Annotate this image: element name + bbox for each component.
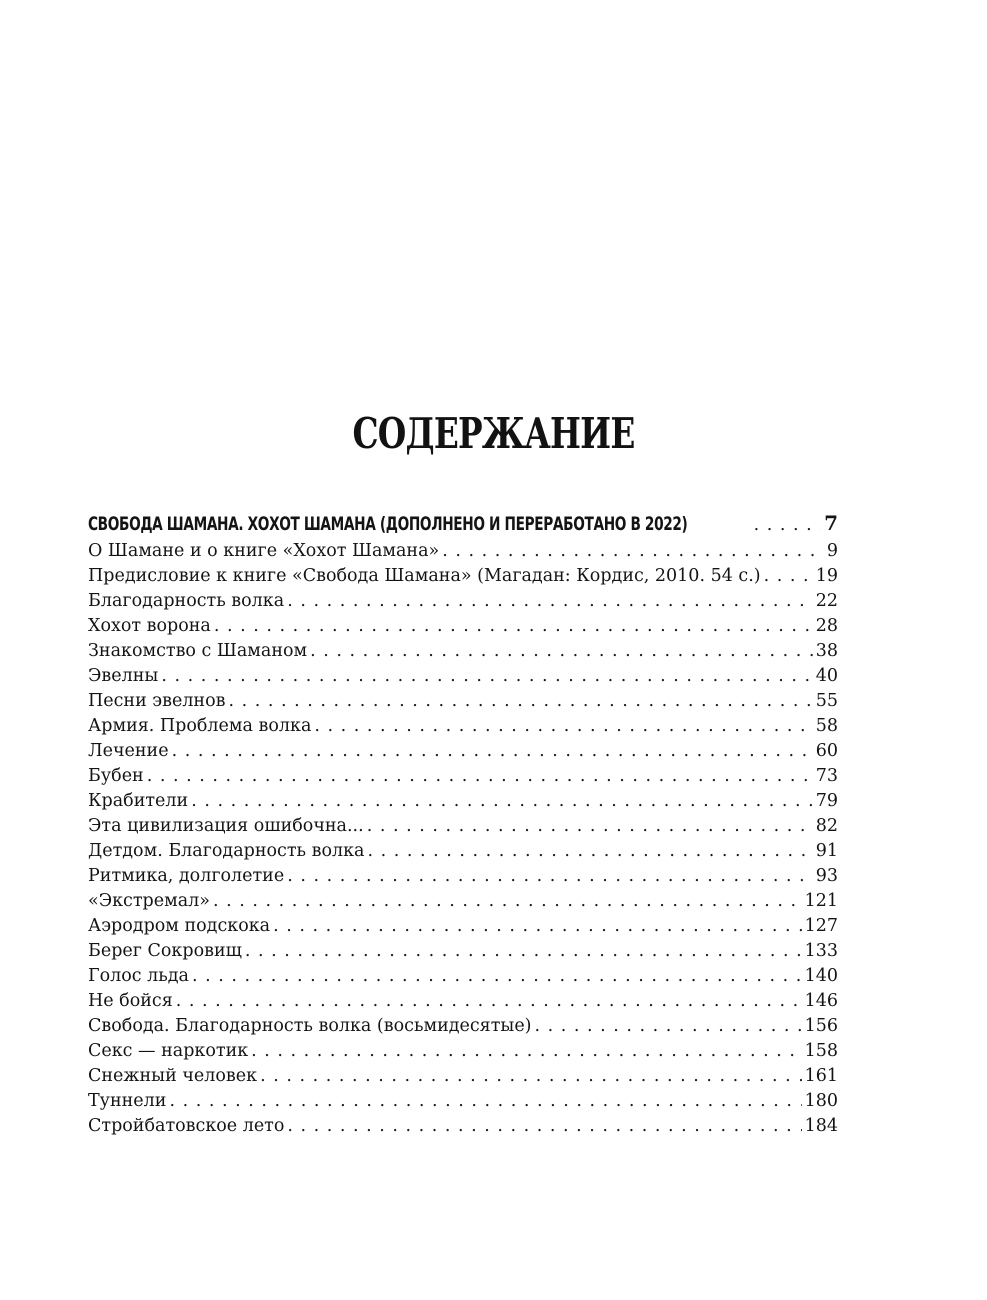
toc-entry[interactable]: [88, 1089, 838, 1114]
toc-page-number: 184: [804, 1116, 838, 1136]
toc-entry-title: Эвелны: [88, 666, 159, 686]
toc-entry[interactable]: [88, 1064, 838, 1089]
toc-entry-title: Туннели: [88, 1091, 167, 1111]
toc-entry[interactable]: [88, 689, 838, 714]
toc-entry-title: Свобода. Благодарность волка (восьмидесятые): [88, 1016, 532, 1036]
toc-entry[interactable]: [88, 1014, 838, 1039]
toc-entry[interactable]: [88, 664, 838, 689]
toc-page-number: 73: [815, 766, 838, 786]
toc-entry-title: Хохот ворона: [88, 616, 211, 636]
toc-entry-title: О Шамане и о книге «Хохот Шамана»: [88, 541, 440, 561]
toc-page-number: 9: [826, 541, 838, 561]
toc-leader-dots: [764, 564, 813, 589]
toc-entry-title: «Экстремал»: [88, 891, 210, 911]
toc-entry[interactable]: [88, 889, 838, 914]
toc-entry[interactable]: [88, 939, 838, 964]
toc-entry-title: Снежный человек: [88, 1066, 258, 1086]
toc-page-number: 82: [815, 816, 838, 836]
toc-leader-dots: [192, 964, 802, 989]
toc-page-number: 58: [815, 716, 838, 736]
toc-entry[interactable]: [88, 764, 838, 789]
toc-entry[interactable]: [88, 739, 838, 764]
table-of-contents: [88, 507, 838, 1139]
toc-entry[interactable]: [88, 989, 838, 1014]
toc-entry-title: Ритмика, долголетие: [88, 866, 285, 886]
toc-entry-title: Не бойся: [88, 991, 173, 1011]
toc-leader-dots: [161, 664, 812, 689]
toc-section-title: СВОБОДА ШАМАНА. ХОХОТ ШАМАНА (ДОПОЛНЕНО И ПЕРЕРАБОТАНО В 2022): [88, 513, 688, 535]
toc-page-number: 156: [804, 1016, 838, 1036]
toc-leader-dots: [368, 839, 813, 864]
toc-entry[interactable]: [88, 964, 838, 989]
toc-page-number: 38: [815, 641, 838, 661]
toc-section-header[interactable]: [88, 507, 838, 539]
toc-page-number: 158: [804, 1041, 838, 1061]
toc-page-number: 140: [804, 966, 838, 986]
toc-entry-title: Голос льда: [88, 966, 189, 986]
toc-page-number: 161: [804, 1066, 838, 1086]
toc-leader-dots: [229, 689, 813, 714]
toc-page-number: 180: [804, 1091, 838, 1111]
toc-leader-dots: [535, 1014, 802, 1039]
toc-leader-dots: [191, 789, 813, 814]
toc-page-number: 60: [815, 741, 838, 761]
toc-leader-dots: [169, 1089, 801, 1114]
toc-leader-dots: [251, 1039, 801, 1064]
toc-page-number: 146: [804, 991, 838, 1011]
toc-entry-title: Секс — наркотик: [88, 1041, 249, 1061]
toc-entry[interactable]: [88, 789, 838, 814]
toc-leader-dots: [273, 914, 801, 939]
toc-page-number: 55: [815, 691, 838, 711]
toc-entry[interactable]: [88, 1114, 838, 1139]
toc-entry[interactable]: [88, 839, 838, 864]
toc-leader-dots: [287, 1114, 801, 1139]
toc-entry-title: Армия. Проблема волка: [88, 716, 312, 736]
toc-entry-title: Эта цивилизация ошибочна...: [88, 816, 364, 836]
toc-leader-dots: [367, 814, 813, 839]
toc-entry[interactable]: [88, 589, 838, 614]
toc-leader-dots: [245, 939, 802, 964]
toc-page-number: 22: [815, 591, 838, 611]
toc-leader-dots: [442, 539, 824, 564]
toc-page-number: 40: [815, 666, 838, 686]
toc-entry[interactable]: [88, 814, 838, 839]
toc-page-number: 133: [804, 941, 838, 961]
toc-entry[interactable]: [88, 714, 838, 739]
toc-entry[interactable]: [88, 639, 838, 664]
toc-leader-dots: [176, 989, 802, 1014]
toc-entry-title: Песни эвелнов: [88, 691, 226, 711]
toc-entry-title: Благодарность волка: [88, 591, 285, 611]
toc-leader-dots: [310, 639, 813, 664]
toc-entry[interactable]: [88, 539, 838, 564]
toc-entry[interactable]: [88, 1039, 838, 1064]
toc-entry-title: Знакомство с Шаманом: [88, 641, 308, 661]
toc-leader-dots: [287, 864, 813, 889]
toc-entry[interactable]: [88, 614, 838, 639]
toc-leader-dots: [287, 589, 813, 614]
toc-page-number: 7: [824, 511, 838, 535]
toc-leader-dots: [314, 714, 812, 739]
toc-entry[interactable]: [88, 914, 838, 939]
toc-leader-dots: [147, 764, 813, 789]
toc-leader-dots: [260, 1064, 802, 1089]
toc-page-number: 79: [815, 791, 838, 811]
toc-page-number: 121: [804, 891, 838, 911]
toc-page-number: 28: [815, 616, 838, 636]
toc-entry-title: Стройбатовское лето: [88, 1116, 285, 1136]
toc-leader-dots: [172, 739, 813, 764]
toc-entry[interactable]: [88, 864, 838, 889]
toc-page-number: 93: [815, 866, 838, 886]
toc-entry-title: Берег Сокровищ: [88, 941, 242, 961]
toc-entry-title: Предисловие к книге «Свобода Шамана» (Магадан: Кордис, 2010. 54 с.): [88, 566, 761, 586]
toc-entry-title: Детдом. Благодарность волка: [88, 841, 365, 861]
toc-entry-title: Бубен: [88, 766, 144, 786]
toc-leader-dots: [754, 509, 822, 539]
toc-entry[interactable]: [88, 564, 838, 589]
toc-entry-title: Аэродром подскока: [88, 916, 271, 936]
toc-page-number: 19: [815, 566, 838, 586]
toc-page-number: 91: [815, 841, 838, 861]
toc-page-number: 127: [804, 916, 838, 936]
toc-leader-dots: [213, 889, 802, 914]
toc-leader-dots: [214, 614, 813, 639]
toc-entry-title: Лечение: [88, 741, 169, 761]
page-title: СОДЕРЖАНИЕ: [352, 409, 635, 458]
toc-entry-title: Крабители: [88, 791, 189, 811]
